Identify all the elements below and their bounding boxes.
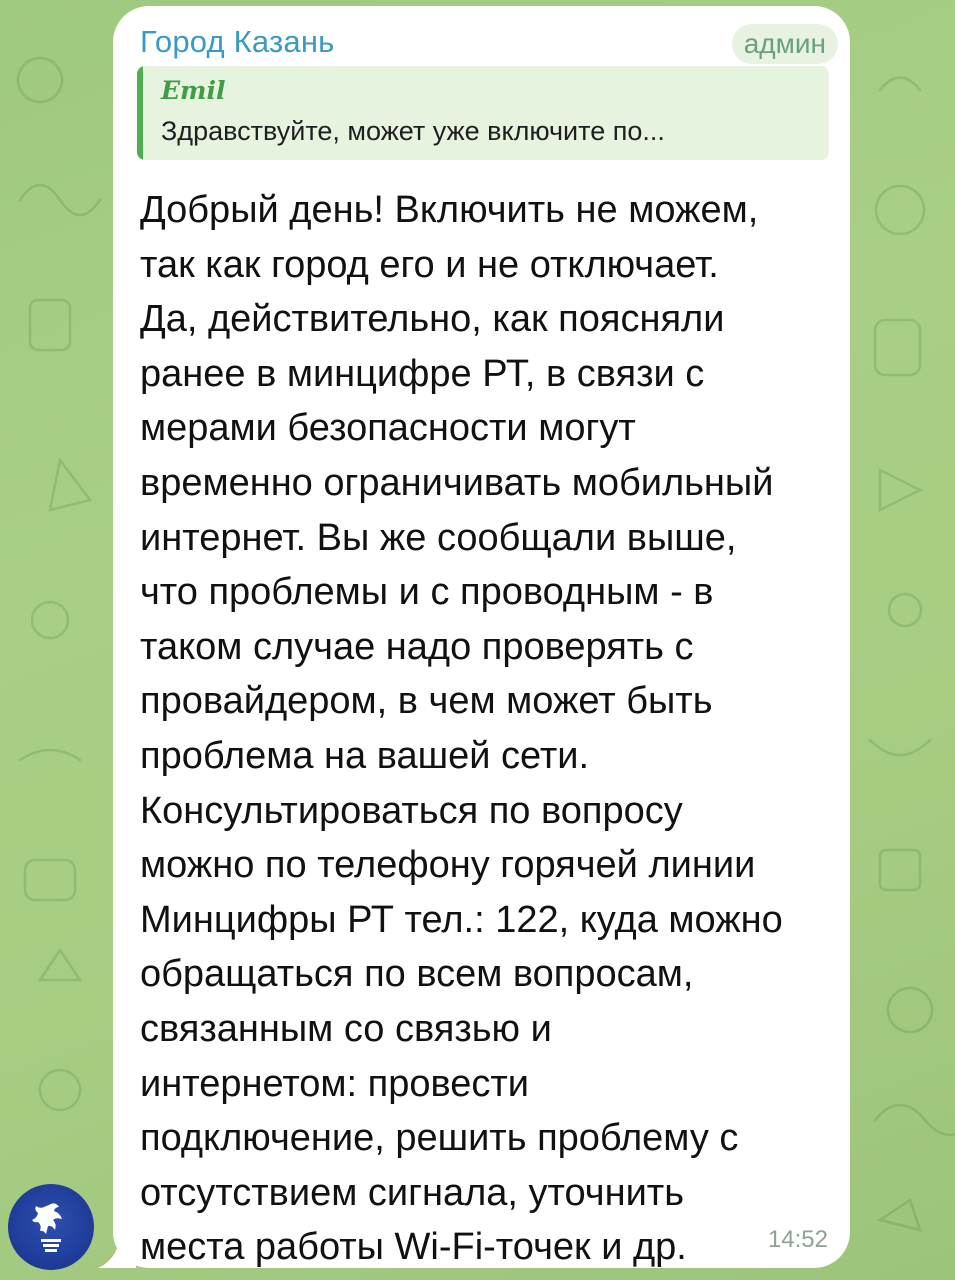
reply-author: Emil: [161, 76, 226, 105]
reply-accent-bar: [137, 66, 143, 160]
channel-avatar[interactable]: [8, 1184, 94, 1270]
channel-name[interactable]: Город Казань: [140, 24, 335, 59]
message-time: 14:52: [767, 1226, 828, 1253]
message-text: Добрый день! Включить не можем, так как город его и не отключает. Да, действительно, как поясняли ранее в минцифре РТ, в связи с мерами безопасности могут временно ограничивать мобильный интернет. Вы же сообщали выше, что проблемы и с проводным - в таком случае надо проверять с провайдером, в чем может быть проблема на вашей сети. Консультироваться по вопросу можно по телефону горячей линии Минцифры РТ тел.: 122, куда можно обращаться по всем вопросам, связанным со связью и интернетом: провести подключение, решить проблему с отсутствием сигнала, уточнить места работы Wi-Fi-точек и др.: [140, 189, 783, 1269]
message-bubble[interactable]: [113, 6, 850, 1268]
reply-text: Здравствуйте, может уже включите по...: [161, 116, 665, 146]
bubble-tail: [96, 1232, 136, 1268]
reply-preview[interactable]: [137, 66, 829, 160]
admin-badge: админ: [732, 24, 838, 64]
kazan-emblem-icon: [25, 1199, 77, 1255]
